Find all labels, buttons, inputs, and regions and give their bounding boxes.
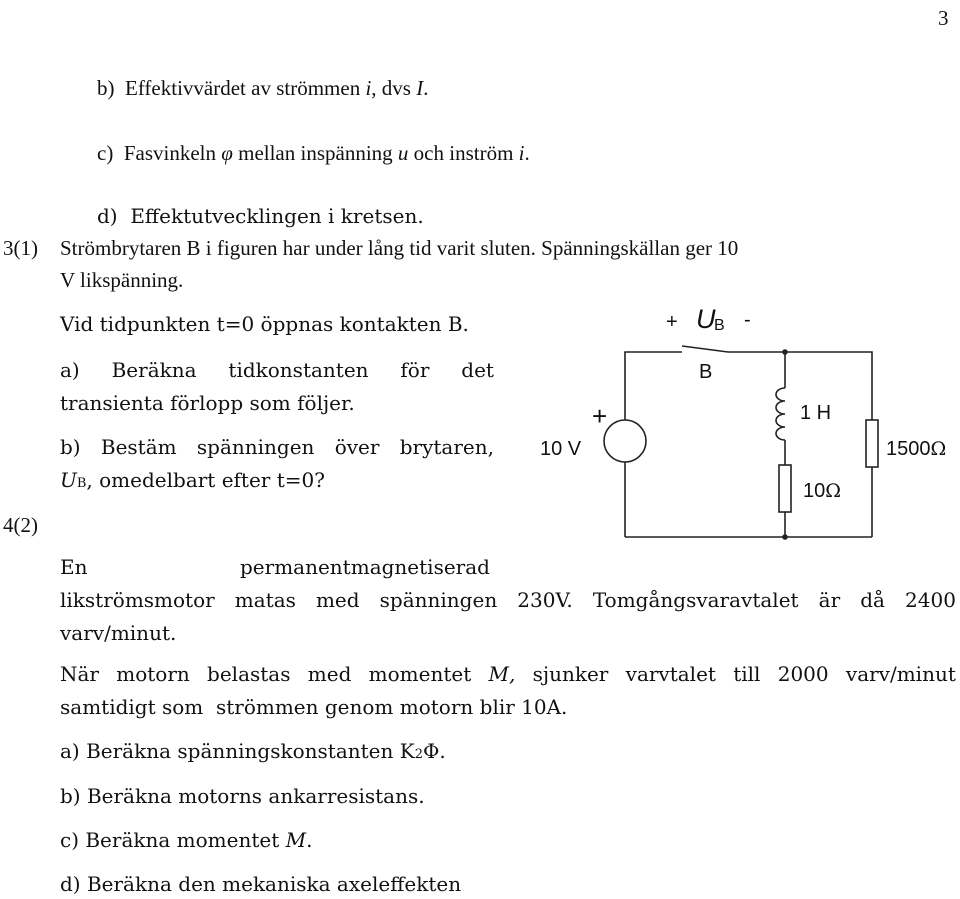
q3-item-c-text-post: . (524, 141, 530, 165)
q4-2-p2-line1 (60, 662, 956, 686)
q3-1-b-var-sub: B (76, 476, 87, 491)
q4-2-a-post: Φ. (422, 739, 446, 763)
q4-2-p2-word: varvtalet (625, 662, 716, 686)
q4-2-a-text: a) Beräkna spänningskonstanten K (60, 739, 415, 763)
q4-2-c-post: . (306, 828, 313, 852)
ub-symbol-label: U (696, 304, 716, 334)
q4-2-p1-word: med (315, 588, 360, 612)
q3-1-a-word: för (400, 358, 430, 382)
q4-2-p2-line2: samtidigt som strömmen genom motorn blir 10A. (60, 695, 568, 719)
q3-1-line2: V likspänning. (60, 268, 184, 292)
q4-2-c (60, 828, 312, 852)
switch-contact (682, 346, 728, 352)
resistor-10-value: 10 (803, 480, 826, 502)
voltage-source-icon (604, 420, 646, 462)
q4-2-p1-word: spänningen (379, 588, 498, 612)
q4-2-p1-word: Tomgångsvaravtalet (592, 588, 799, 612)
resistor-1500-icon (866, 420, 878, 467)
q4-2-p1-word: då (860, 588, 885, 612)
q4-2-p2-word: motorn (116, 662, 190, 686)
q3-1-a-word: det (461, 358, 494, 382)
inductor-coil-icon (776, 388, 785, 440)
q3-item-b-text-post: . (423, 76, 429, 100)
q3-1-b-word: över (334, 435, 380, 459)
q3-1-b-word: brytaren, (399, 435, 494, 459)
q3-1-a-word: Beräkna (111, 358, 197, 382)
resistor-10-label (803, 480, 841, 502)
q4-2-b: b) Beräkna motorns ankarresistans. (60, 784, 425, 808)
q4-2-p1-line2 (60, 588, 956, 612)
q4-2-p1-word: 2400 (905, 588, 956, 612)
q3-item-b-var-i: i (365, 76, 372, 100)
q4-2-p1-word: likströmsmotor (60, 588, 215, 612)
wire-top-left (625, 352, 682, 420)
q4-2-p2-word: varv/minut (845, 662, 956, 686)
q4-2-a (60, 739, 446, 767)
q3-1-b-var-u: U (60, 468, 77, 492)
q3-1-number: 3(1) (3, 236, 38, 260)
q4-2-p2-word: 2000 (777, 662, 829, 686)
resistor-1500-value: 1500 (886, 438, 931, 460)
q4-2-a-sub: 2 (414, 747, 423, 762)
q3-1-line1: Strömbrytaren B i figuren har under lång tid varit sluten. Spänningskällan ger 10 (60, 236, 739, 260)
q4-2-p2-word: med (307, 662, 352, 686)
q3-1-b-word: Bestäm (100, 435, 177, 459)
q3-item-b-text-mid: , dvs (371, 76, 417, 100)
q4-2-p2-word: belastas (207, 662, 291, 686)
q3-item-c-text: c) Fasvinkeln (97, 141, 222, 165)
q4-2-p1-word: 230V. (517, 588, 573, 612)
q4-2-d: d) Beräkna den mekaniska axeleffekten (60, 872, 462, 896)
q4-2-p2-word: sjunker (532, 662, 609, 686)
ub-plus-label: + (666, 311, 678, 333)
inductor-label: 1 H (800, 402, 832, 424)
q4-2-c-var-m: M (285, 828, 307, 852)
q3-item-c-var-u: u (397, 141, 409, 165)
ub-minus-label: - (744, 309, 751, 331)
q3-1-a-word: tidkonstanten (228, 358, 369, 382)
q4-2-c-text: c) Beräkna momentet (60, 828, 286, 852)
q4-2-p1-word: matas (234, 588, 296, 612)
q3-item-d: d) Effektutvecklingen i kretsen. (97, 204, 424, 228)
q4-2-p1-word: är (818, 588, 841, 612)
switch-label: B (699, 361, 713, 383)
q3-item-c-var-phi: φ (221, 141, 233, 165)
q3-item-c-text-mid1: mellan inspänning (232, 141, 398, 165)
ub-sub-label: B (714, 317, 725, 334)
q3-1-a-line2: transienta förlopp som följer. (60, 391, 355, 415)
q4-2-p1-line3: varv/minut. (60, 621, 177, 645)
page-number: 3 (938, 6, 949, 30)
source-voltage-label: 10 V (540, 438, 582, 460)
q3-1-b-label: b) (60, 435, 81, 459)
q3-1-a-label: a) (60, 358, 80, 382)
resistor-1500-unit: Ω (930, 438, 947, 460)
source-plus-label: + (592, 401, 608, 431)
q4-2-number: 4(2) (3, 513, 38, 537)
q4-2-p1-word1: En (60, 555, 88, 579)
q3-item-b-var-I: I (416, 76, 424, 100)
q3-item-c-var-i: i (518, 141, 525, 165)
q3-1-b-word: spänningen (196, 435, 315, 459)
q4-2-p1-word2: permanentmagnetiserad (240, 555, 490, 579)
q3-1-b-post: , omedelbart efter t=0? (86, 468, 325, 492)
q3-item-b-text: b) Effektivvärdet av strömmen (97, 76, 366, 100)
q4-2-p2-word-var: M, (488, 662, 516, 686)
q4-2-p2-word: momentet (368, 662, 472, 686)
q4-2-p2-word: till (733, 662, 761, 686)
resistor-10-icon (779, 465, 791, 512)
resistor-10-unit: Ω (825, 480, 842, 502)
q3-item-c-text-mid2: och inström (408, 141, 519, 165)
q3-1-line3: Vid tidpunkten t=0 öppnas kontakten B. (60, 312, 469, 336)
q4-2-p2-word: När (60, 662, 99, 686)
resistor-1500-label (886, 438, 946, 460)
